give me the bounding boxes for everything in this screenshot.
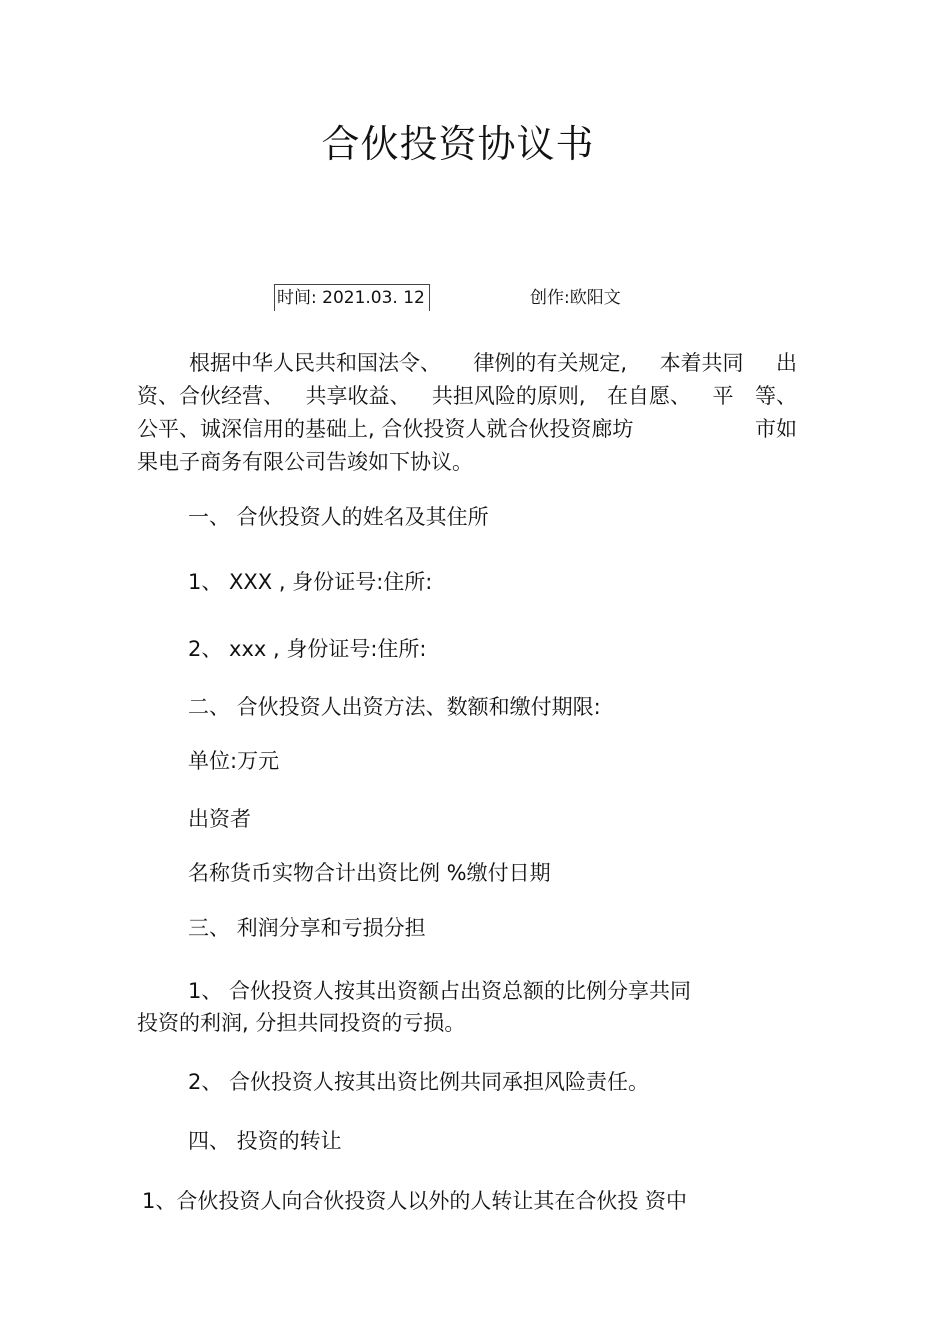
party-2-line: 2、 xxx , 身份证号:住所:: [188, 637, 427, 661]
document-title: 合伙投资协议书: [321, 122, 595, 166]
intro-text: 根据中华人民共和国法令、: [189, 351, 441, 375]
section-heading-4: 四、 投资的转让: [188, 1129, 342, 1153]
intro-line-3: [137, 413, 797, 446]
investor-line: 出资者: [188, 807, 251, 831]
unit-line: 单位:万元: [188, 749, 280, 773]
section-heading-3: 三、 利润分享和亏损分担: [188, 916, 426, 940]
author-field: 创作:欧阳文: [530, 288, 621, 308]
intro-text: 出: [776, 351, 797, 375]
intro-text: 在自愿、: [607, 384, 692, 408]
intro-line-2: [137, 380, 797, 413]
clause-3-1-line-a: 1、 合伙投资人按其出资额占出资总额的比例分享共同: [188, 979, 692, 1003]
intro-text: 资、合伙经营、: [137, 384, 284, 408]
clause-3-1-line-b: 投资的利润, 分担共同投资的亏损。: [137, 1011, 466, 1035]
intro-text: 等、: [754, 384, 797, 408]
intro-text: 律例的有关规定,: [473, 351, 628, 375]
party-1-line: 1、 XXX , 身份证号:住所:: [188, 570, 433, 594]
intro-line-1: [137, 347, 797, 380]
intro-paragraph: [137, 347, 797, 479]
intro-text: 本着共同: [659, 351, 744, 375]
intro-text: 市如: [755, 417, 797, 441]
intro-text: 果电子商务有限公司告竣如下协议。: [137, 450, 473, 474]
section-heading-1: 一、 合伙投资人的姓名及其住所: [188, 505, 489, 529]
intro-text: 共享收益、: [305, 384, 411, 408]
intro-text: 共担风险的原则,: [431, 384, 586, 408]
table-columns-line: 名称货币实物合计出资比例 %缴付日期: [188, 861, 551, 885]
time-field: 时间: 2021.03. 12: [274, 284, 430, 311]
clause-3-2-line: 2、 合伙投资人按其出资比例共同承担风险责任。: [188, 1070, 650, 1094]
section-heading-2: 二、 合伙投资人出资方法、数额和缴付期限:: [188, 695, 601, 719]
intro-line-4: [137, 446, 797, 479]
intro-text: 平: [712, 384, 734, 408]
clause-4-1-line: 1、合伙投资人向合伙投资人以外的人转让其在合伙投 资中: [142, 1189, 688, 1213]
intro-text: 公平、诚深信用的基础上, 合伙投资人就合伙投资廊坊: [137, 417, 634, 441]
